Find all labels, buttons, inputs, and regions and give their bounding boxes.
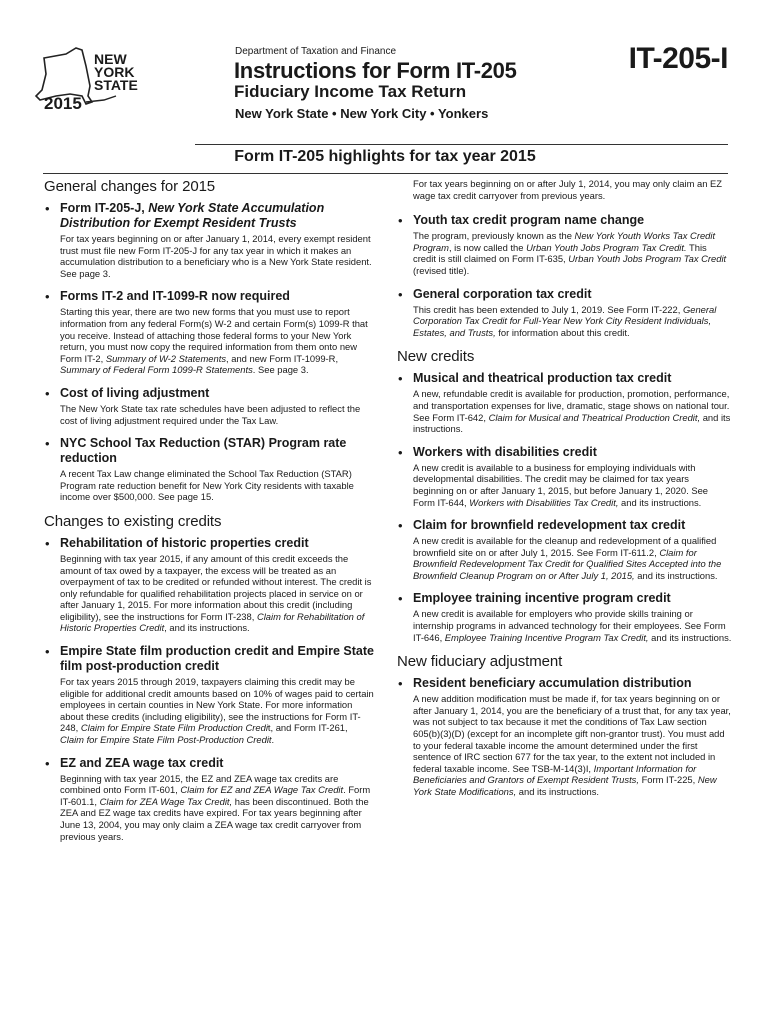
item-body: A new, refundable credit is available for production, promotion, performance, and transportation expenses for live, dramatic, stage shows on national tour. See Form IT-642, Claim for Musical and Theatrical Production Credit, and its instructions.: [413, 388, 731, 435]
form-code: IT-205-I: [628, 42, 728, 75]
item-body: Starting this year, there are two new forms that you must use to report information from any federal Form(s) W-2 and certain Form(s) 1099-R that you receive. Instead of attaching those federal forms to your New York return, you must now copy the required information from them onto new Form IT-2, Summary of W-2 Statements, and new Form IT-1099-R, Summary of Federal Form 1099-R Statements. See page 3.: [60, 306, 368, 376]
item-title: • General corporation tax credit: [413, 286, 592, 301]
divider: [195, 144, 728, 145]
list-item: [44, 201, 374, 279]
item-title: • EZ and ZEA wage tax credit: [60, 755, 224, 770]
item-body: A new addition modification must be made if, for tax years beginning on or after January 1, 2014, you are the beneficiary of a trust that, for any tax year, was not subject to tax because it met the conditions of Tax Law section 605(b)(3)(D) (except for an incomplete gift non-grantor trust). You must add to your federal taxable income the amount determined under the first sentence of IRC section 677 for the tax year, to the extent not included in federal taxable income. See TSB-M-14(3)I, Important Information for Beneficiaries and Grantors of Exempt Resident Trusts, Form IT-225, New York State Modifications, and its instructions.: [413, 693, 731, 797]
list-item: [44, 436, 374, 503]
item-body: For tax years 2015 through 2019, taxpayers claiming this credit may be eligible for additional credit amounts based on 10% of wages paid to certain employees in certain counties in New York State. For more information about these credits (including eligibility), see the instructions for Form IT-248, Claim for Empire State Film Production Credit, and Form IT-261, Claim for Empire State Film Post-Production Credit.: [60, 676, 374, 746]
list-item: [397, 213, 732, 276]
list-item: [397, 371, 732, 434]
item-title: • Claim for brownfield redevelopment tax credit: [413, 518, 686, 533]
item-title: • Forms IT-2 and IT-1099-R now required: [60, 289, 290, 304]
logo-text-new: NEW: [94, 51, 127, 67]
department-name: Department of Taxation and Finance: [235, 46, 397, 57]
continued-text: For tax years beginning on or after July 1, 2014, you may only claim an EZ wage tax credit carryover from previous years.: [413, 178, 723, 201]
item-body: A new credit is available to a business for employing individuals with developmental disabilities. The credit may be claimed for tax years beginning on or after January 1, 2015, but before January 1, 2020. See Form IT-644, Workers with Disabilities Tax Credit, and its instructions.: [413, 461, 709, 508]
item-body: Beginning with tax year 2015, the EZ and ZEA wage tax credits are combined onto Form IT-601, Claim for EZ and ZEA Wage Tax Credit. Form IT-601.1, Claim for ZEA Wage Tax Credit, has been discontinued. Both the ZEA and EZ wage tax credits have expired. For tax years beginning after June 13, 2004, you may only claim a ZEA wage tax credit carryover from previous years.: [60, 772, 371, 842]
nys-logo: [30, 46, 170, 116]
divider: [43, 173, 728, 174]
section-heading-general: General changes for 2015: [44, 178, 216, 195]
section-heading-fiduciary: New fiduciary adjustment: [397, 653, 563, 671]
logo-text-state: STATE: [94, 77, 138, 93]
item-body: For tax years beginning on or after January 1, 2014, every exempt resident trust must file new Form IT-205-J for any tax year in which it makes an accumulation distribution to a beneficiary who is a New York State resident. See page 3.: [60, 233, 372, 279]
item-body: Beginning with tax year 2015, if any amount of this credit exceeds the amount of tax owed by a taxpayer, the excess will be treated as an overpayment of tax to be credited or refunded without interest. The credit is only refundable for qualified rehabilitation projects placed in service on or after January 1, 2015. For more information about this credit (including eligibility), see the instructions for Form IT-238, Claim for Rehabilitation of Historic Properties Credit, and its instructions.: [60, 552, 372, 634]
logo-year: 2015: [44, 94, 82, 113]
list-item: [397, 445, 732, 508]
item-title: • NYC School Tax Reduction (STAR) Program rate reduction: [60, 436, 347, 466]
item-title: • Employee training incentive program credit: [413, 591, 671, 606]
page-subtitle: Fiduciary Income Tax Return: [234, 82, 467, 101]
item-body: This credit has been extended to July 1, 2019. See Form IT-222, General Corporation Tax Credit for Full-Year New York City Resident Individuals, Estates, and Trusts, for information about this credit.: [413, 303, 717, 338]
item-body: A new credit is available for the cleanup and redevelopment of a qualified brownfield site on or after July 1, 2015. See Form IT-611.2, Claim for Brownfield Redevelopment Tax Credit for Qualified Sites Accepted into the Brownfield Cleanup Program on or After July 1, 2015, and its instructions.: [413, 535, 722, 581]
list-item: [44, 536, 374, 634]
item-title: • Resident beneficiary accumulation distribution: [413, 676, 692, 691]
item-title: • Empire State film production credit and Empire State film post-production credit: [60, 644, 374, 674]
item-title: • Cost of living adjustment: [60, 385, 210, 400]
list-item: [44, 386, 374, 426]
item-title: • Youth tax credit program name change: [413, 213, 645, 228]
item-title: • Musical and theatrical production tax credit: [413, 371, 672, 386]
list-item: [44, 644, 374, 746]
jurisdictions: New York State • New York City • Yonkers: [235, 106, 489, 121]
highlights-title: Form IT-205 highlights for tax year 2015: [234, 148, 536, 165]
list-item: [397, 287, 732, 339]
section-heading-existing: Changes to existing credits: [44, 512, 222, 530]
list-item: [44, 756, 374, 843]
section-heading-new-credits: New credits: [397, 348, 475, 366]
logo-text-york: YORK: [94, 64, 135, 80]
item-title: • Rehabilitation of historic properties credit: [60, 535, 309, 550]
list-item: [44, 289, 374, 376]
item-body: The New York State tax rate schedules have been adjusted to reflect the cost of living adjustment required under the Tax Law.: [60, 402, 361, 426]
left-column: [44, 178, 374, 852]
item-body: The program, previously known as the New York Youth Works Tax Credit Program, is now called the Urban Youth Jobs Program Tax Credit. This credit is still claimed on Form IT-635, Urban Youth Jobs Program Tax Credit (revised title).: [413, 230, 727, 276]
list-item: [397, 591, 732, 643]
list-item: [397, 676, 732, 797]
item-body: A recent Tax Law change eliminated the School Tax Reduction (STAR) Program rate reduction benefit for New York City residents with taxable income over $500,000. See page 15.: [60, 468, 354, 503]
item-title: • Form IT-205-J, New York State Accumulation Distribution for Exempt Resident Trusts: [60, 201, 325, 230]
page-title: Instructions for Form IT-205: [234, 58, 517, 83]
item-body: A new credit is available for employers who provide skills training or internship programs in advanced technology for their employees. See Form IT-646, Employee Training Incentive Program Tax Credit, and its instructions.: [413, 608, 732, 643]
right-column: [397, 178, 732, 808]
list-item: [397, 518, 732, 581]
item-title: • Workers with disabilities credit: [413, 444, 597, 459]
